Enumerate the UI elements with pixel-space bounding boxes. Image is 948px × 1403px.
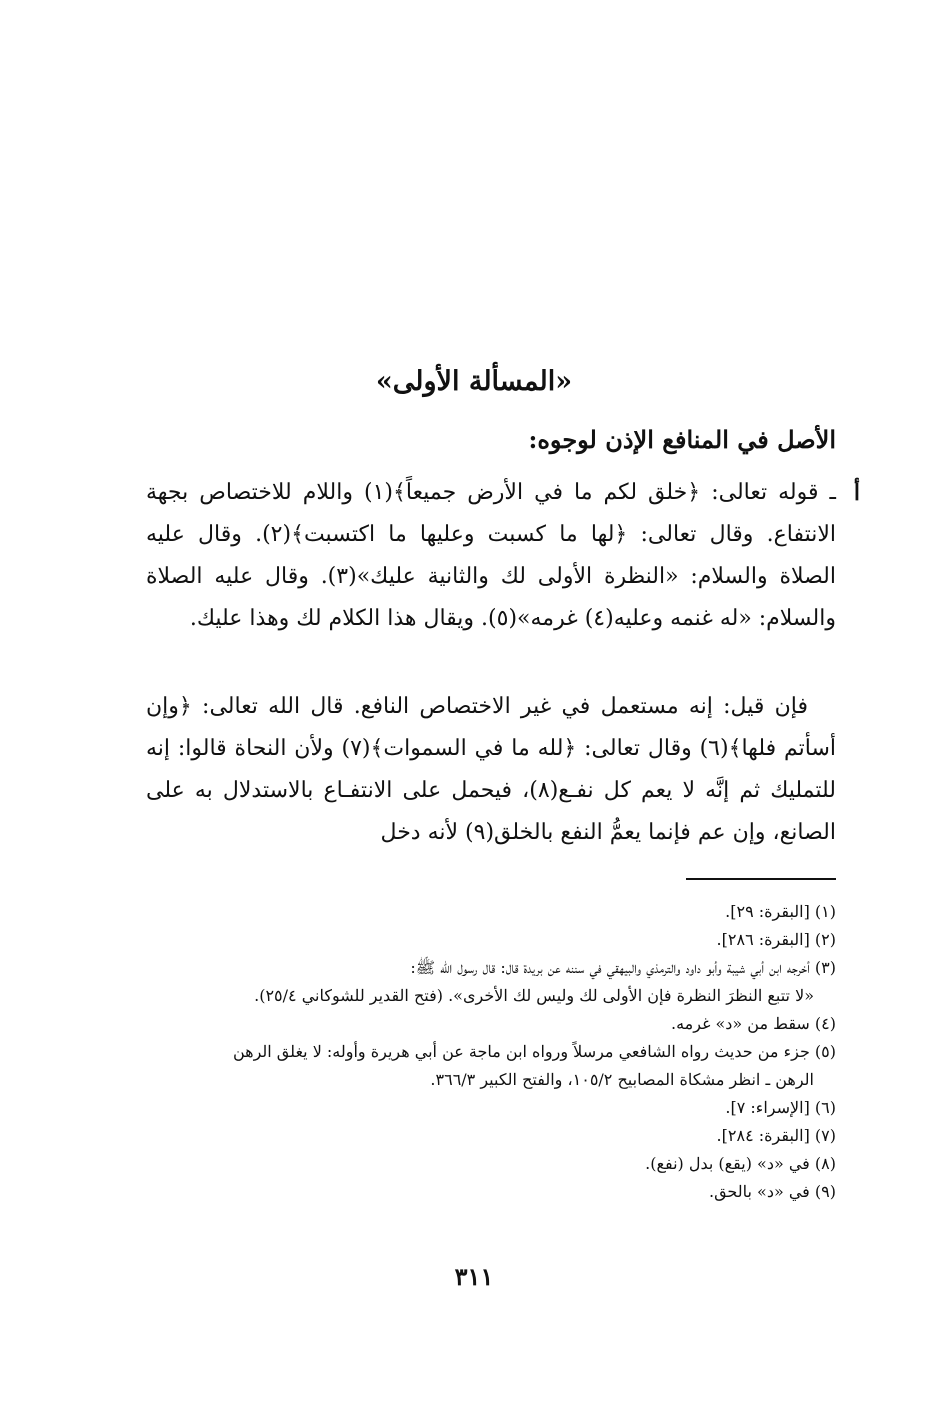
paragraph-b: فإن قيل: إنه مستعمل في غير الاختصاص النافع. قال الله تعالى: ﴿وإن أسأتم فلها﴾(٦) وقال تعالى: ﴿لله ما في السموات﴾(٧) ولأن النحاة قالوا: إنه للتمليك ثم إنَّه لا يعم كل نفـع(٨)، فيحمل على الانتفـاع بالاستدلال به على الصانع، وإن عم فإنما يعمُّ النفع بالخلق(٩) لأنه دخل	[146, 694, 837, 845]
footnote-8: (٨) في «د» (يقع) بدل (نفع).	[645, 1154, 836, 1173]
footnote-3-continued: «لا تتبع النظرَ النظرة فإن الأولى لك وليس لك الأخرى». (فتح القدير للشوكاني ٢٥/٤).	[254, 986, 814, 1005]
footnote-5: (٥) جزء من حديث رواه الشافعي مرسلاً ورواه ابن ماجة عن أبي هريرة وأوله: لا يغلق الرهن	[232, 1042, 836, 1061]
footnotes	[146, 898, 836, 1206]
section-heading: الأصل في المنافع الإذن لوجوه:	[528, 425, 836, 454]
footnote-3: (٣) أخرجه ابن أبي شيبة وأبو داود والترمذي والبيهقي في سننه عن بريدة قال: قال رسول الله ﷺ:	[410, 958, 836, 977]
item-letter: أ	[853, 480, 860, 506]
footnote-4: (٤) سقط من «د» غرمه.	[671, 1014, 836, 1033]
paragraph-a-text: ـ قوله تعالى: ﴿خلق لكم ما في الأرض جميعاً﴾(١) واللام للاختصاص بجهة الانتفاع. وقال تعالى: ﴿لها ما كسبت وعليها ما اكتسبت﴾(٢). وقال عليه الصلاة والسلام: «النظرة الأولى لك والثانية عليك»(٣). وقال عليه الصلاة والسلام: «له غنمه وعليه(٤) غرمه»(٥). ويقال هذا الكلام لك وهذا عليك.	[146, 480, 837, 631]
page-number: ٣١١	[454, 1262, 494, 1291]
chapter-title: «المسألة الأولى»	[375, 366, 573, 397]
paragraph-a	[146, 472, 860, 640]
footnote-1: (١) [البقرة: ٢٩].	[725, 902, 836, 921]
footnote-2: (٢) [البقرة: ٢٨٦].	[716, 930, 836, 949]
footnote-6: (٦) [الإسراء: ٧].	[725, 1098, 836, 1117]
footnote-7: (٧) [البقرة: ٢٨٤].	[716, 1126, 836, 1145]
footnote-divider	[686, 878, 836, 880]
footnote-5-continued: الرهن ـ انظر مشكاة المصابيح ١٠٥/٢، والفتح الكبير ٣٦٦/٣.	[430, 1070, 814, 1089]
footnote-9: (٩) في «د» بالحق.	[709, 1182, 836, 1201]
